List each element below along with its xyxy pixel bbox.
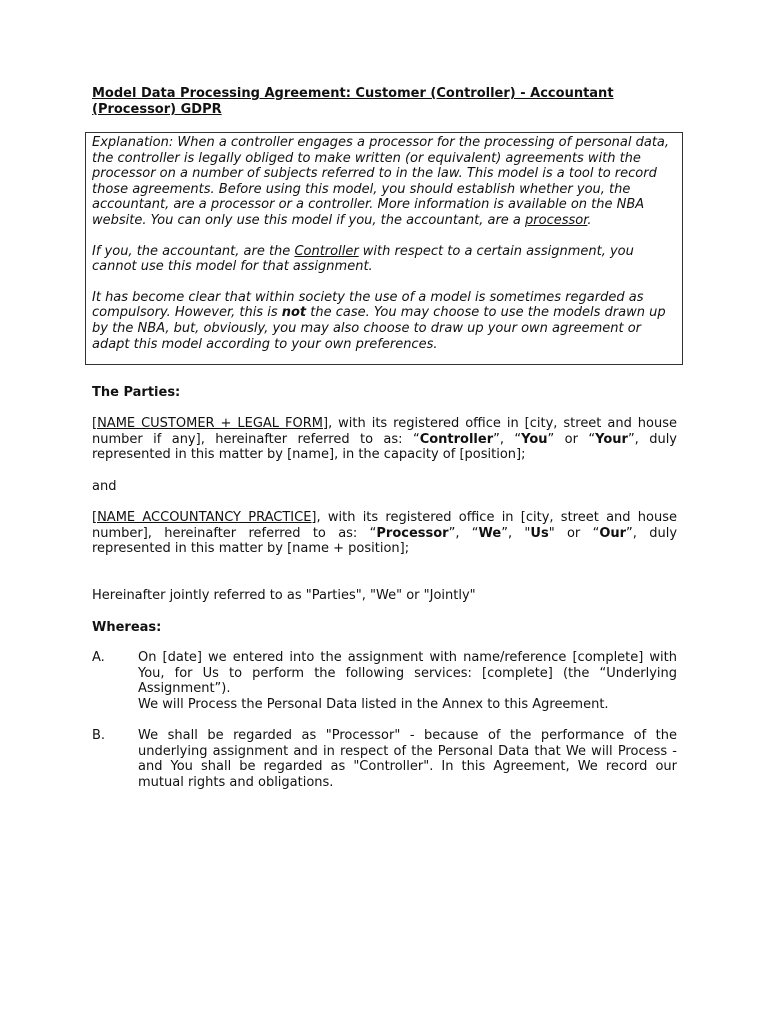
document-title: Model Data Processing Agreement: Customer (Controller) - Accountant (Processor) GDPR xyxy=(92,86,614,117)
and-connector: and xyxy=(92,479,117,494)
term-us: Us xyxy=(530,525,549,541)
item-body xyxy=(138,728,677,790)
explanation-text: . xyxy=(587,212,592,228)
explanation-text: It has become clear that within society the use of a model is sometimes regarded as compulsory. However, this is xyxy=(92,289,644,321)
item-letter: A. xyxy=(92,650,105,665)
explanation-text: the case. You may choose to use the models drawn up by the NBA, but, obviously, you may also choose to draw up your own agreement or adapt this model according to your own preferences. xyxy=(92,305,666,352)
separator: ”, " xyxy=(501,525,531,541)
explanation-paragraph-1 xyxy=(92,135,676,229)
whereas-item-b xyxy=(92,728,677,790)
parties-heading xyxy=(92,385,677,401)
explanation-paragraph-3 xyxy=(92,290,676,352)
customer-name-placeholder: [NAME CUSTOMER + LEGAL FORM] xyxy=(92,416,329,431)
term-processor: Processor xyxy=(376,525,449,541)
whereas-item-a xyxy=(92,650,677,712)
separator: ”, “ xyxy=(493,431,522,447)
controller-term: Controller xyxy=(294,243,359,259)
item-letter: B. xyxy=(92,728,106,743)
item-text: On [date] we entered into the assignment with name/reference [complete] with You, for Us to perform the following services: [complete] (the “Underlying Assignment”). xyxy=(138,650,677,697)
explanation-text: Explanation: When a controller engages a processor for the processing of personal data, the controller is legally obliged to make written (or equivalent) agreements with the processor on a number of subjects referred to in the law. This model is a tool to record those agreements. Before using this model, you should establish whether you, the accountant, are a processor or a controller. More information is available on the NBA website. You can only use this model if you, the accountant, are a xyxy=(92,135,670,228)
practice-name-placeholder: [NAME ACCOUNTANCY PRACTICE] xyxy=(92,510,317,525)
separator: ”, “ xyxy=(448,525,479,541)
explanation-box xyxy=(85,132,683,365)
term-controller: Controller xyxy=(419,431,494,447)
practice-text: ”, duly represented in this matter by [name + position]; xyxy=(92,525,678,557)
processor-term: processor xyxy=(525,212,588,228)
term-our: Our xyxy=(599,525,627,541)
item-text: We will Process the Personal Data listed in the Annex to this Agreement. xyxy=(138,696,609,712)
whereas-heading xyxy=(92,620,677,636)
customer-text: ”, duly represented in this matter by [name], in the capacity of [position]; xyxy=(92,431,677,463)
jointly-sentence: Hereinafter jointly referred to as "Parties", "We" or "Jointly" xyxy=(92,588,476,603)
customer-text: , with its registered office in [city, street and house number if any], hereinafter referred to as: “ xyxy=(92,416,677,447)
practice-paragraph xyxy=(92,510,677,557)
practice-text: , with its registered office in [city, street and house number], hereinafter referred to as: “ xyxy=(92,510,677,541)
term-you: You xyxy=(521,431,548,447)
explanation-text: If you, the accountant, are the xyxy=(92,243,295,259)
parties-heading-text: The Parties: xyxy=(92,385,181,400)
item-body xyxy=(138,650,677,712)
explanation-text: with respect to a certain assignment, you cannot use this model for that assignment. xyxy=(92,243,634,275)
item-text: We shall be regarded as "Processor" - because of the performance of the underlying assignment and in respect of the Personal Data that We will Process - and You shall be regarded as "Controller". In this Agreement, We record our mutual rights and obligations. xyxy=(138,728,677,790)
customer-paragraph xyxy=(92,416,677,463)
explanation-paragraph-2 xyxy=(92,244,676,275)
whereas-heading-text: Whereas: xyxy=(92,620,162,635)
term-we: We xyxy=(478,525,502,541)
term-your: Your xyxy=(595,431,628,447)
separator: ” or “ xyxy=(547,431,596,447)
emphasis-not: not xyxy=(281,305,307,321)
separator: " or “ xyxy=(548,525,600,541)
